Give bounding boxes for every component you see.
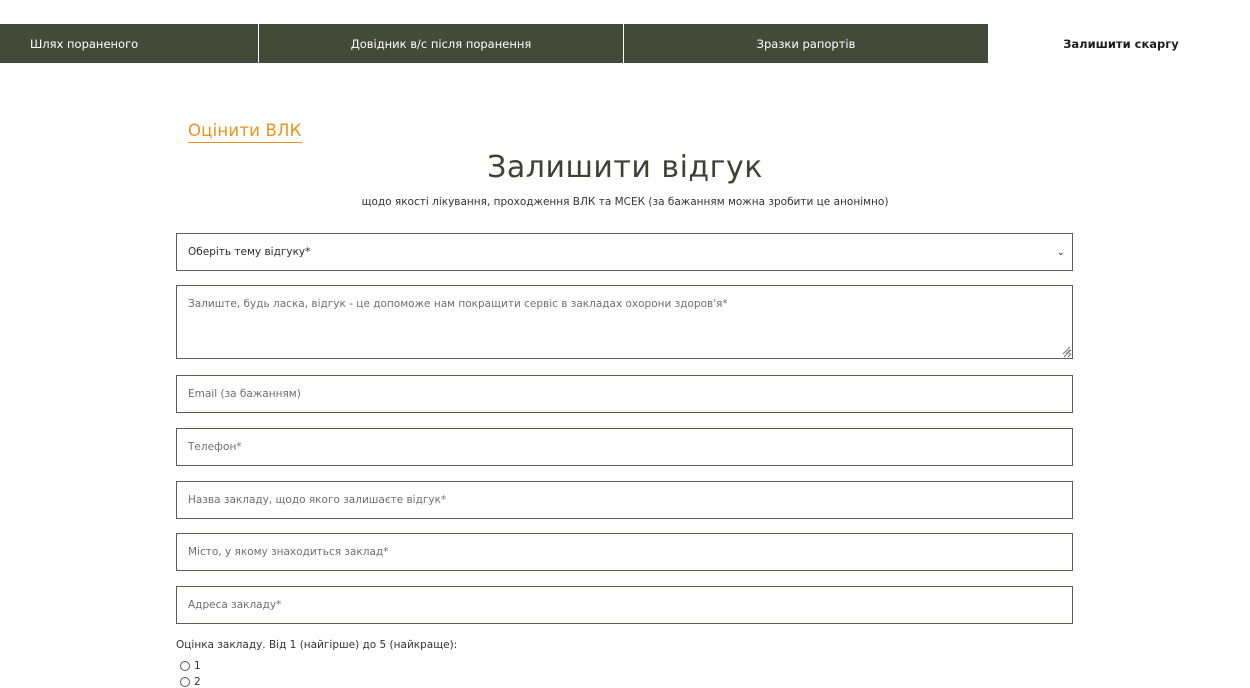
rate-vlk-link[interactable]: Оцінити ВЛК [188, 121, 302, 143]
page-subtitle: щодо якості лікування, проходження ВЛК та МСЕК (за бажанням можна зробити це анонімно) [361, 196, 889, 208]
rating-label: Оцінка закладу. Від 1 (найгірше) до 5 (найкраще): [176, 639, 458, 651]
top-nav [0, 24, 1250, 63]
topic-select[interactable] [176, 233, 1073, 271]
tab-report-samples[interactable]: Зразки рапортів [624, 24, 988, 63]
radio-button[interactable] [180, 677, 190, 687]
page-title: Залишити відгук [487, 150, 763, 185]
radio-button[interactable] [180, 661, 190, 671]
tab-wounded-path[interactable]: Шлях пораненого [0, 24, 259, 63]
topic-select-value: Оберіть тему відгуку* [188, 246, 311, 258]
rating-option-label: 1 [194, 660, 201, 672]
rating-option-2[interactable] [180, 676, 201, 688]
city-field[interactable] [176, 533, 1073, 571]
resize-grip-icon[interactable] [1061, 345, 1071, 355]
tab-leave-complaint[interactable]: Залишити скаргу [988, 24, 1250, 63]
rating-option-1[interactable] [180, 660, 201, 672]
address-field[interactable] [176, 586, 1073, 624]
facility-name-field[interactable] [176, 481, 1073, 519]
phone-field[interactable] [176, 428, 1073, 466]
email-field[interactable] [176, 375, 1073, 413]
chevron-down-icon: ⌄ [1056, 246, 1065, 258]
feedback-textarea[interactable] [176, 285, 1073, 359]
tab-handbook[interactable]: Довідник в/с після поранення [259, 24, 624, 63]
rating-option-label: 2 [194, 676, 201, 688]
